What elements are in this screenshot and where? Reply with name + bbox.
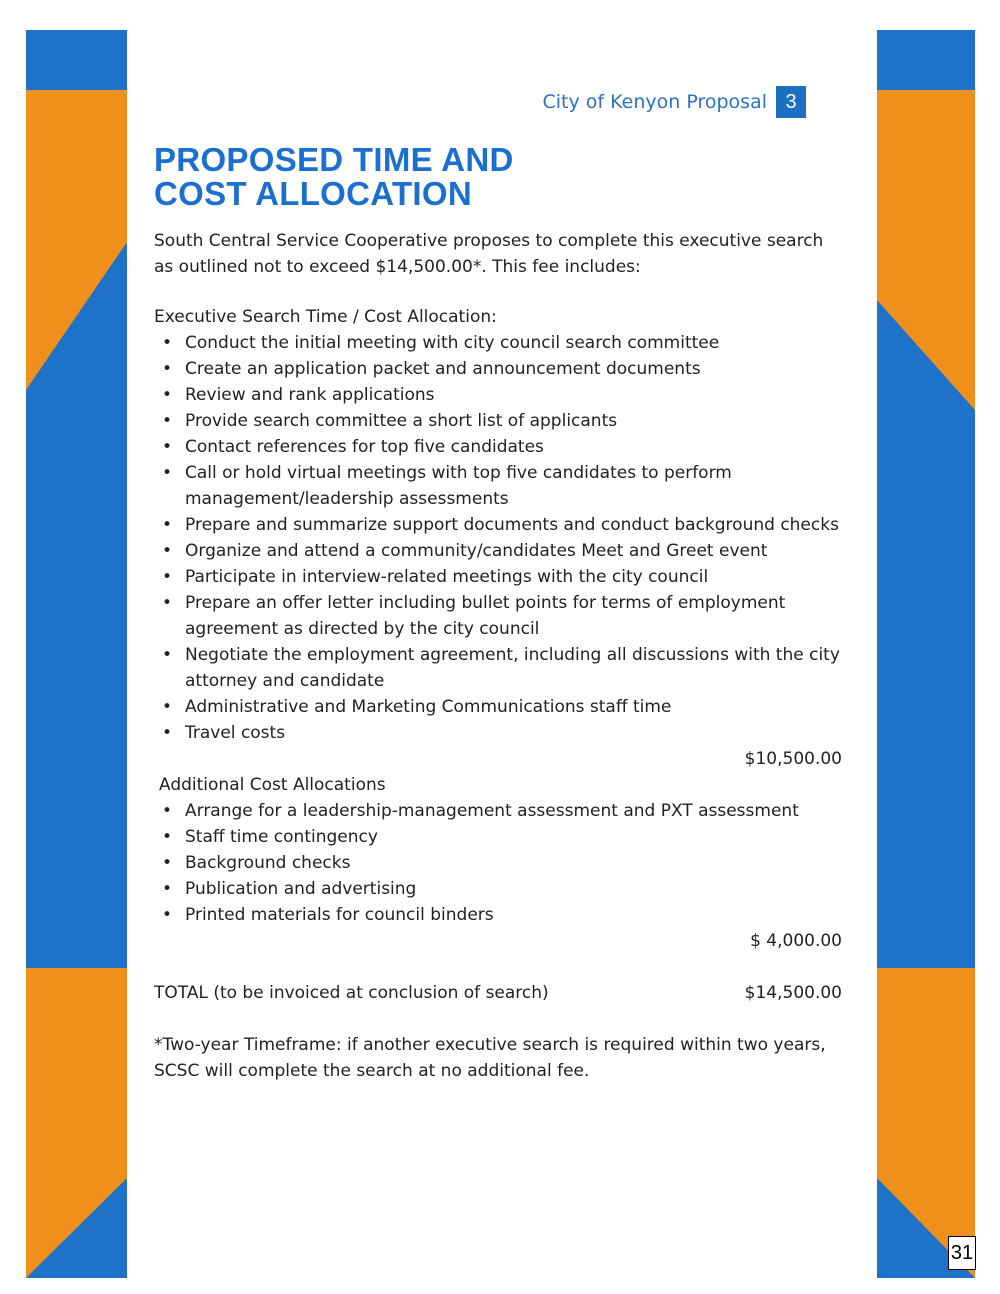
total-amount: $14,500.00 [744,983,842,1003]
list-item: • Printed materials for council binders [185,902,854,928]
bullet-icon: • [162,385,173,405]
list-item: • Negotiate the employment agreement, including all discussions with the city attorney and candidate [185,642,854,694]
bullet-icon: • [162,333,173,353]
bullet-icon: • [162,723,173,743]
additional-cost-list [154,798,854,928]
list-item: • Background checks [185,850,854,876]
section-amount-row [154,928,854,954]
page-header [500,86,806,118]
main-content [154,228,854,1101]
section-title: Executive Search Time / Cost Allocation: [154,307,497,327]
executive-search-list [154,330,854,746]
section-amount: $10,500.00 [744,749,842,769]
list-item: • Call or hold virtual meetings with top five candidates to perform management/leadership assessments [185,460,854,512]
list-item: • Arrange for a leadership-management assessment and PXT assessment [185,798,854,824]
proposal-title: City of Kenyon Proposal [542,91,767,113]
bullet-icon: • [162,853,173,873]
bullet-icon: • [162,437,173,457]
total-row [154,980,854,1006]
section-badge: 3 [776,86,806,118]
bullet-icon: • [162,567,173,587]
page-number: 31 [948,1236,976,1270]
list-item: • Publication and advertising [185,876,854,902]
bullet-icon: • [162,879,173,899]
list-item: • Prepare an offer letter including bullet points for terms of employment agreement as directed by the city council [185,590,854,642]
intro-paragraph: South Central Service Cooperative proposes to complete this executive search as outlined not to exceed $14,500.00*. This fee includes: [154,231,824,277]
heading-line: COST ALLOCATION [154,175,472,212]
list-item: • Create an application packet and announcement documents [185,356,854,382]
heading-line: PROPOSED TIME AND [154,141,514,178]
bullet-icon: • [162,515,173,535]
list-item: • Provide search committee a short list of applicants [185,408,854,434]
bullet-icon: • [162,463,173,483]
additional-cost-section [154,772,854,954]
executive-search-section [154,304,854,772]
bullet-icon: • [162,801,173,821]
list-item: • Conduct the initial meeting with city council search committee [185,330,854,356]
bullet-icon: • [162,359,173,379]
total-label: TOTAL (to be invoiced at conclusion of search) [154,983,549,1003]
list-item: • Review and rank applications [185,382,854,408]
bullet-icon: • [162,645,173,665]
list-item: • Travel costs [185,720,854,746]
list-item: • Organize and attend a community/candidates Meet and Greet event [185,538,854,564]
bullet-icon: • [162,697,173,717]
footnote: *Two-year Timeframe: if another executive search is required within two years, SCSC will complete the search at no additional fee. [154,1035,826,1081]
right-decorative-band [877,30,975,1278]
bullet-icon: • [162,593,173,613]
section-amount-row [154,746,854,772]
section-title: Additional Cost Allocations [159,775,386,795]
section-amount: $ 4,000.00 [750,931,842,951]
bullet-icon: • [162,905,173,925]
list-item: • Contact references for top five candidates [185,434,854,460]
bullet-icon: • [162,411,173,431]
page-heading [154,143,654,211]
bullet-icon: • [162,827,173,847]
list-item: • Staff time contingency [185,824,854,850]
left-decorative-band [26,30,127,1278]
list-item: • Administrative and Marketing Communications staff time [185,694,854,720]
bullet-icon: • [162,541,173,561]
list-item: • Participate in interview-related meetings with the city council [185,564,854,590]
list-item: • Prepare and summarize support documents and conduct background checks [185,512,854,538]
